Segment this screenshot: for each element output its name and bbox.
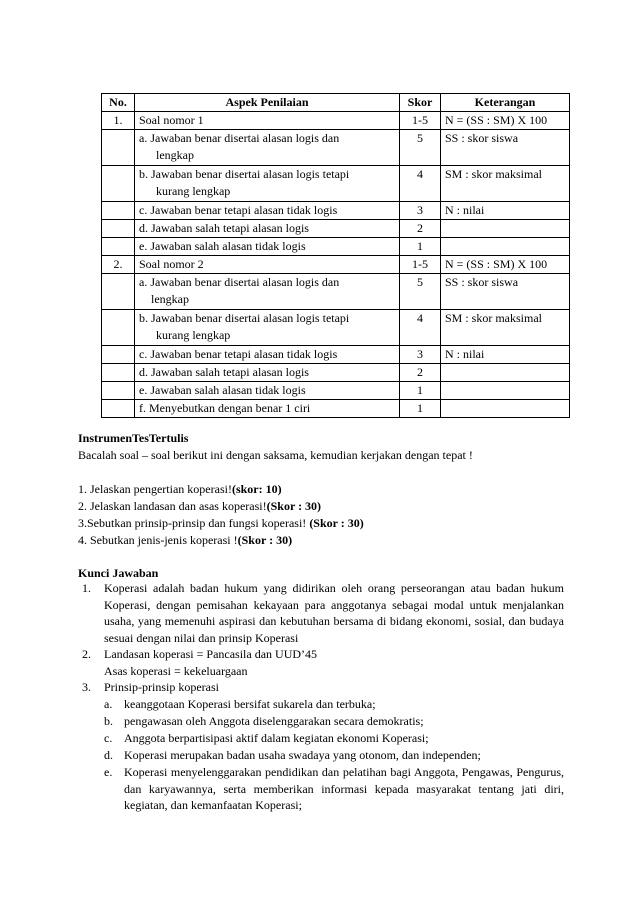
table-row	[102, 382, 570, 400]
question-3	[78, 515, 364, 532]
row-aspek	[135, 346, 400, 364]
row-skor: 1-5	[400, 112, 441, 130]
row-skor: 1	[400, 400, 441, 418]
instrumen-intro: Bacalah soal – soal berikut ini dengan saksama, kemudian kerjakan dengan tepat !	[78, 448, 473, 462]
sub-letter: b.	[104, 714, 113, 728]
aspek-text: Soal nomor 2	[139, 257, 204, 271]
aspek-text: e. Jawaban salah alasan tidak logis	[139, 239, 306, 253]
table-row	[102, 310, 570, 346]
answer-line: Landasan koperasi = Pancasila dan UUD’45	[104, 647, 318, 661]
table-row	[102, 274, 570, 310]
aspek-text: d. Jawaban salah tetapi alasan logis	[139, 365, 309, 379]
question-text: 2. Jelaskan landasan dan asas koperasi!	[78, 499, 267, 513]
question-4	[78, 532, 292, 549]
aspek-text: c. Jawaban benar tetapi alasan tidak logis	[139, 203, 338, 217]
row-aspek	[135, 364, 400, 382]
table-row	[102, 256, 570, 274]
header-keterangan: Keterangan	[441, 94, 570, 112]
row-aspek	[135, 202, 400, 220]
row-keterangan	[441, 400, 570, 418]
row-keterangan: SM : skor maksimal	[441, 166, 570, 202]
row-no	[102, 310, 135, 346]
answer-text	[104, 646, 564, 679]
sub-text: Koperasi menyelenggarakan pendidikan dan pelatihan bagi Anggota, Pengawas, Pengurus, dan karyawannya, serta memberikan informasi kepada masyarakat tentang jati diri, kegiatan, dan kemanfaatan Koperasi;	[124, 765, 564, 812]
answer-item-2	[82, 646, 564, 679]
row-aspek	[135, 382, 400, 400]
answer-item-1	[82, 580, 564, 646]
row-skor: 2	[400, 364, 441, 382]
row-keterangan: SS : skor siswa	[441, 274, 570, 310]
row-no	[102, 382, 135, 400]
row-no: 2.	[102, 256, 135, 274]
sub-text: Anggota berpartisipasi aktif dalam kegiatan ekonomi Koperasi;	[124, 731, 429, 745]
aspek-line-1: a. Jawaban benar disertai alasan logis dan	[139, 131, 340, 145]
row-no	[102, 364, 135, 382]
row-skor: 1	[400, 238, 441, 256]
aspek-line-2: lengkap	[156, 148, 194, 162]
answer-text: Prinsip-prinsip koperasi	[104, 680, 219, 694]
row-no	[102, 130, 135, 166]
row-skor: 5	[400, 130, 441, 166]
header-aspek: Aspek Penilaian	[135, 94, 400, 112]
row-keterangan: SS : skor siswa	[441, 130, 570, 166]
sub-letter: a.	[104, 697, 113, 711]
sub-letter: c.	[104, 731, 113, 745]
row-skor: 1	[400, 382, 441, 400]
row-aspek	[135, 400, 400, 418]
kunci-title: Kunci Jawaban	[78, 566, 159, 580]
row-skor: 3	[400, 202, 441, 220]
row-no	[102, 220, 135, 238]
row-no	[102, 238, 135, 256]
answer-line: Asas koperasi = kekeluargaan	[104, 663, 248, 678]
row-no	[102, 400, 135, 418]
row-keterangan: N = (SS : SM) X 100	[441, 256, 570, 274]
row-aspek	[135, 220, 400, 238]
aspek-text: e. Jawaban salah alasan tidak logis	[139, 383, 306, 397]
aspek-line-2: kurang lengkap	[156, 328, 231, 342]
answer-number: 1.	[82, 581, 91, 595]
row-keterangan: N : nilai	[441, 202, 570, 220]
answer-number: 2.	[82, 647, 91, 661]
question-text: 1. Jelaskan pengertian koperasi!	[78, 482, 232, 496]
sub-letter: d.	[104, 748, 113, 762]
question-text: 4. Sebutkan jenis-jenis koperasi !	[78, 533, 238, 547]
table-row	[102, 112, 570, 130]
aspek-text: c. Jawaban benar tetapi alasan tidak logis	[139, 347, 338, 361]
answer-text: Koperasi adalah badan hukum yang didirikan oleh orang perseorangan atau badan hukum Koperasi, dengan pemisahan kekayaan para anggotanya sebagai modal untuk menjalankan usaha, yang memenuhi aspirasi dan kebutuhan bersama di bidang ekonomi, sosial, dan budaya sesuai dengan nilai dan prinsip Koperasi	[104, 581, 564, 645]
answer-number: 3.	[82, 680, 91, 694]
row-aspek	[135, 112, 400, 130]
header-skor: Skor	[400, 94, 441, 112]
aspek-line-1: a. Jawaban benar disertai alasan logis dan	[139, 275, 340, 289]
table-row	[102, 364, 570, 382]
row-skor: 1-5	[400, 256, 441, 274]
sub-text: keanggotaan Koperasi bersifat sukarela dan terbuka;	[124, 697, 376, 711]
sub-text: Koperasi merupakan badan usaha swadaya yang otonom, dan independen;	[124, 748, 481, 762]
table-row	[102, 130, 570, 166]
row-keterangan: N = (SS : SM) X 100	[441, 112, 570, 130]
question-score: (Skor : 30)	[237, 533, 293, 547]
instrumen-title: InstrumenTesTertulis	[78, 431, 189, 445]
assessment-rubric-table	[101, 93, 570, 418]
row-skor: 4	[400, 166, 441, 202]
row-skor: 2	[400, 220, 441, 238]
aspek-line-2: kurang lengkap	[156, 184, 231, 198]
table-row	[102, 346, 570, 364]
row-aspek	[135, 166, 400, 202]
row-keterangan	[441, 220, 570, 238]
row-keterangan	[441, 382, 570, 400]
aspek-text: d. Jawaban salah tetapi alasan logis	[139, 221, 309, 235]
row-aspek	[135, 256, 400, 274]
question-score: (skor: 10)	[231, 482, 282, 496]
table-header-row	[102, 94, 570, 112]
row-skor: 3	[400, 346, 441, 364]
row-no	[102, 202, 135, 220]
row-skor: 4	[400, 310, 441, 346]
table-row	[102, 166, 570, 202]
sub-letter: e.	[104, 765, 113, 779]
table-row	[102, 220, 570, 238]
question-text: 3.Sebutkan prinsip-prinsip dan fungsi koperasi!	[78, 516, 310, 530]
row-no	[102, 346, 135, 364]
row-aspek	[135, 130, 400, 166]
question-score: (Skor : 30)	[266, 499, 322, 513]
row-keterangan	[441, 238, 570, 256]
aspek-text: f. Menyebutkan dengan benar 1 ciri	[139, 401, 311, 415]
row-keterangan: SM : skor maksimal	[441, 310, 570, 346]
header-no: No.	[102, 94, 135, 112]
question-score: (Skor : 30)	[309, 516, 364, 530]
aspek-line-2: lengkap	[151, 292, 189, 306]
aspek-text: Soal nomor 1	[139, 113, 204, 127]
row-no: 1.	[102, 112, 135, 130]
row-keterangan: N : nilai	[441, 346, 570, 364]
row-keterangan	[441, 364, 570, 382]
row-no	[102, 166, 135, 202]
row-aspek	[135, 310, 400, 346]
aspek-line-1: b. Jawaban benar disertai alasan logis tetapi	[139, 311, 350, 325]
sub-text: pengawasan oleh Anggota diselenggarakan secara demokratis;	[124, 714, 424, 728]
question-2	[78, 498, 321, 515]
answer-item-3	[82, 679, 564, 819]
question-1	[78, 481, 282, 498]
table-row	[102, 202, 570, 220]
row-aspek	[135, 238, 400, 256]
aspek-line-1: b. Jawaban benar disertai alasan logis tetapi	[139, 167, 350, 181]
table-row	[102, 238, 570, 256]
row-skor: 5	[400, 274, 441, 310]
table-row	[102, 400, 570, 418]
row-no	[102, 274, 135, 310]
row-aspek	[135, 274, 400, 310]
